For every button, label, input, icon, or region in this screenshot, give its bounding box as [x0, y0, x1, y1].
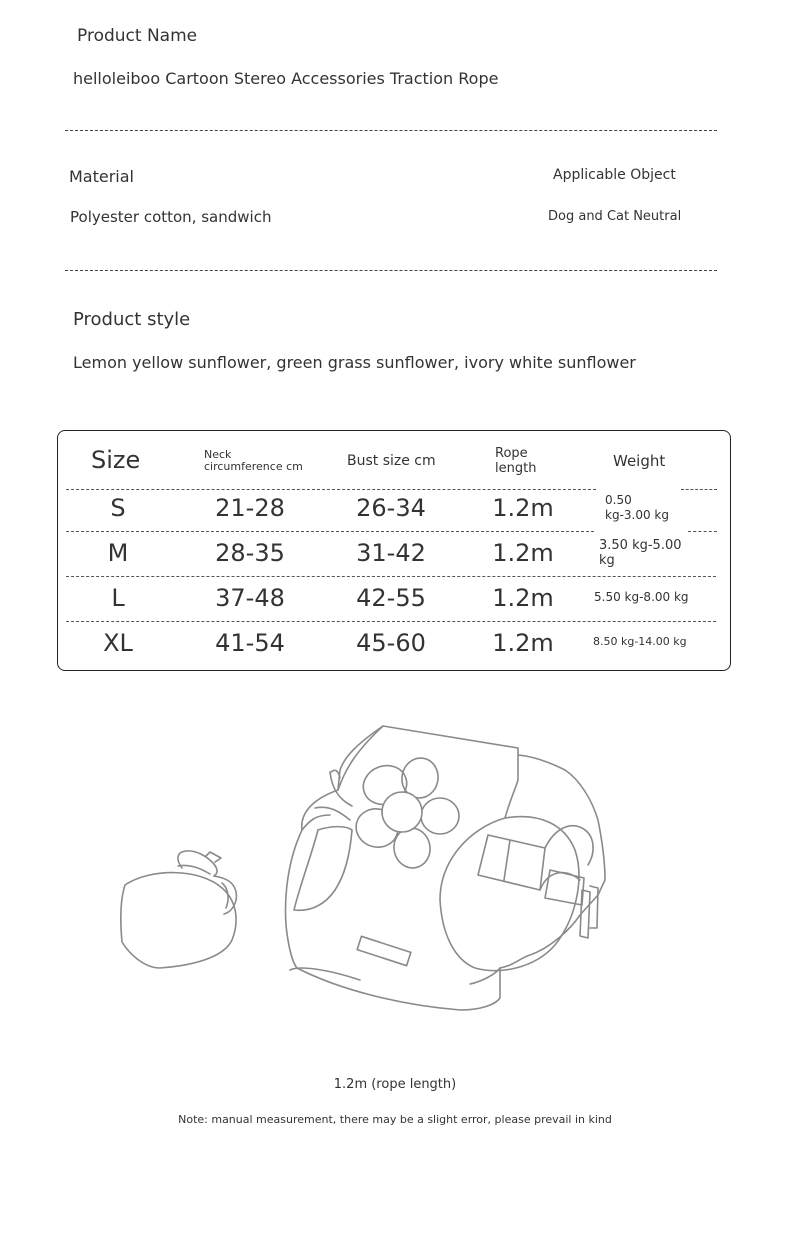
cell-bust: 45-60 — [356, 629, 426, 657]
cell-rope: 1.2m — [492, 539, 554, 567]
cell-size: S — [110, 494, 126, 522]
cell-size: L — [111, 584, 125, 612]
cell-rope: 1.2m — [492, 629, 554, 657]
cell-weight — [599, 538, 682, 568]
divider — [65, 130, 717, 131]
header-neck — [204, 449, 303, 473]
cell-weight: 8.50 kg-14.00 kg — [593, 635, 687, 648]
size-table — [57, 430, 731, 671]
cell-weight: 5.50 kg-8.00 kg — [594, 590, 689, 604]
cell-rope: 1.2m — [492, 494, 554, 522]
cell-size: XL — [103, 629, 133, 657]
header-neck-line2: circumference cm — [204, 460, 303, 473]
harness-icon — [286, 726, 605, 1010]
applicable-object-value: Dog and Cat Neutral — [548, 209, 682, 224]
cell-weight-line2: kg-3.00 kg — [605, 508, 669, 522]
leash-pouch-icon — [121, 851, 237, 968]
cell-neck: 41-54 — [215, 629, 285, 657]
cell-weight — [605, 493, 669, 523]
row-divider — [66, 531, 594, 532]
cell-weight-line1: 3.50 kg-5.00 — [599, 538, 682, 553]
material-label: Material — [69, 167, 134, 186]
header-weight: Weight — [613, 452, 666, 470]
cell-neck: 37-48 — [215, 584, 285, 612]
cell-neck: 21-28 — [215, 494, 285, 522]
cell-size: M — [107, 539, 129, 567]
product-style-label: Product style — [73, 309, 191, 330]
header-rope — [495, 446, 536, 476]
applicable-object-label: Applicable Object — [553, 167, 676, 183]
row-divider — [681, 489, 717, 490]
measurement-note: Note: manual measurement, there may be a slight error, please prevail in kind — [178, 1113, 612, 1126]
row-divider — [66, 489, 596, 490]
cell-bust: 31-42 — [356, 539, 426, 567]
header-bust: Bust size cm — [347, 453, 436, 469]
product-name-label: Product Name — [77, 26, 198, 46]
cell-weight-line2: kg — [599, 553, 615, 568]
row-divider — [688, 531, 717, 532]
cell-bust: 26-34 — [356, 494, 426, 522]
header-neck-line1: Neck — [204, 448, 232, 461]
material-value: Polyester cotton, sandwich — [70, 208, 272, 226]
divider — [65, 270, 717, 271]
header-size: Size — [91, 446, 141, 474]
flower-icon — [352, 755, 459, 871]
rope-length-caption: 1.2m (rope length) — [333, 1077, 457, 1092]
header-rope-line2: length — [495, 461, 537, 476]
row-divider — [66, 621, 716, 622]
product-name-value: helloleiboo Cartoon Stereo Accessories Traction Rope — [73, 69, 499, 88]
header-rope-line1: Rope — [495, 446, 528, 461]
row-divider — [66, 576, 716, 577]
cell-rope: 1.2m — [492, 584, 554, 612]
harness-and-leash-illustration — [0, 700, 790, 1040]
cell-neck: 28-35 — [215, 539, 285, 567]
product-style-value: Lemon yellow sunflower, green grass sunflower, ivory white sunflower — [73, 353, 636, 372]
cell-bust: 42-55 — [356, 584, 426, 612]
cell-weight-line1: 0.50 — [605, 493, 632, 507]
